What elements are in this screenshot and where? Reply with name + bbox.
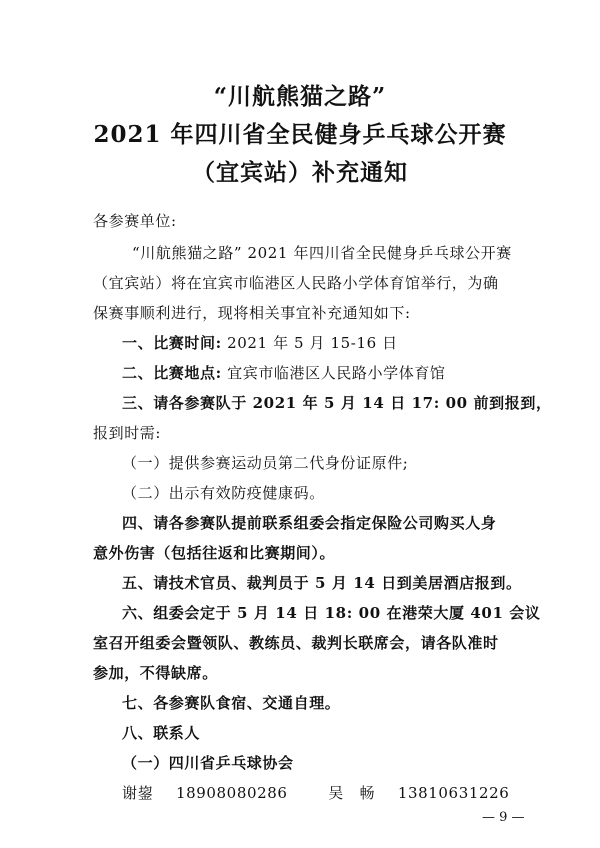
intro-line-1: “川航熊猫之路” 2021 年四川省全民健身乒乓球公开赛: [132, 244, 512, 262]
document-title-line2: 2021 年四川省全民健身乒乓球公开赛: [93, 121, 507, 148]
contact-row: [122, 782, 509, 803]
contact-1-name: 谢鋆: [122, 784, 154, 802]
item-4-line-2: 意外伤害（包括往返和比赛期间）。: [93, 544, 336, 562]
item-6-line-2: 室召开组委会暨领队、教练员、裁判长联席会，请各队准时: [93, 634, 499, 652]
item-5: 五、请技术官员、裁判员于 5 月 14 日到美居酒店报到。: [122, 574, 522, 592]
item-7: 七、各参赛队食宿、交通自理。: [122, 694, 341, 712]
document-title-line1: “川航熊猫之路”: [213, 83, 387, 110]
item-1: [122, 332, 398, 353]
item-3-line-2: 报到时需:: [93, 424, 162, 442]
item-3-line-1: 三、请各参赛队于 2021 年 5 月 14 日 17: 00 前到报到，: [122, 394, 552, 412]
item-2: [122, 362, 446, 383]
item-3-sub-1: （一）提供参赛运动员第二代身份证原件;: [122, 454, 409, 472]
item-1-label: 一、比赛时间:: [122, 334, 222, 352]
salutation: 各参赛单位:: [93, 212, 177, 230]
item-2-value: 宜宾市临港区人民路小学体育馆: [227, 364, 446, 382]
item-1-value: 2021 年 5 月 15-16 日: [227, 334, 398, 352]
item-2-label: 二、比赛地点:: [122, 364, 222, 382]
document-title-line3: （宜宾站）补充通知: [192, 159, 408, 186]
item-6-line-1: 六、组委会定于 5 月 14 日 18: 00 在港荣大厦 401 会议: [122, 604, 541, 622]
contact-2-name: 吴 畅: [328, 784, 376, 802]
page-number: — 9 —: [482, 810, 525, 825]
item-4-line-1: 四、请各参赛队提前联系组委会指定保险公司购买人身: [122, 514, 497, 532]
intro-line-3: 保赛事顺利进行，现将相关事宜补充通知如下:: [93, 304, 411, 322]
contact-2-phone: 13810631226: [397, 784, 510, 802]
item-8-sub-1: （一）四川省乒乓球协会: [122, 754, 294, 772]
item-8: 八、联系人: [122, 724, 201, 742]
contact-1-phone: 18908080286: [175, 784, 288, 802]
item-6-line-3: 参加，不得缺席。: [93, 664, 218, 682]
item-3-sub-2: （二）出示有效防疫健康码。: [122, 484, 325, 502]
intro-line-2: （宜宾站）将在宜宾市临港区人民路小学体育馆举行，为确: [93, 274, 499, 292]
